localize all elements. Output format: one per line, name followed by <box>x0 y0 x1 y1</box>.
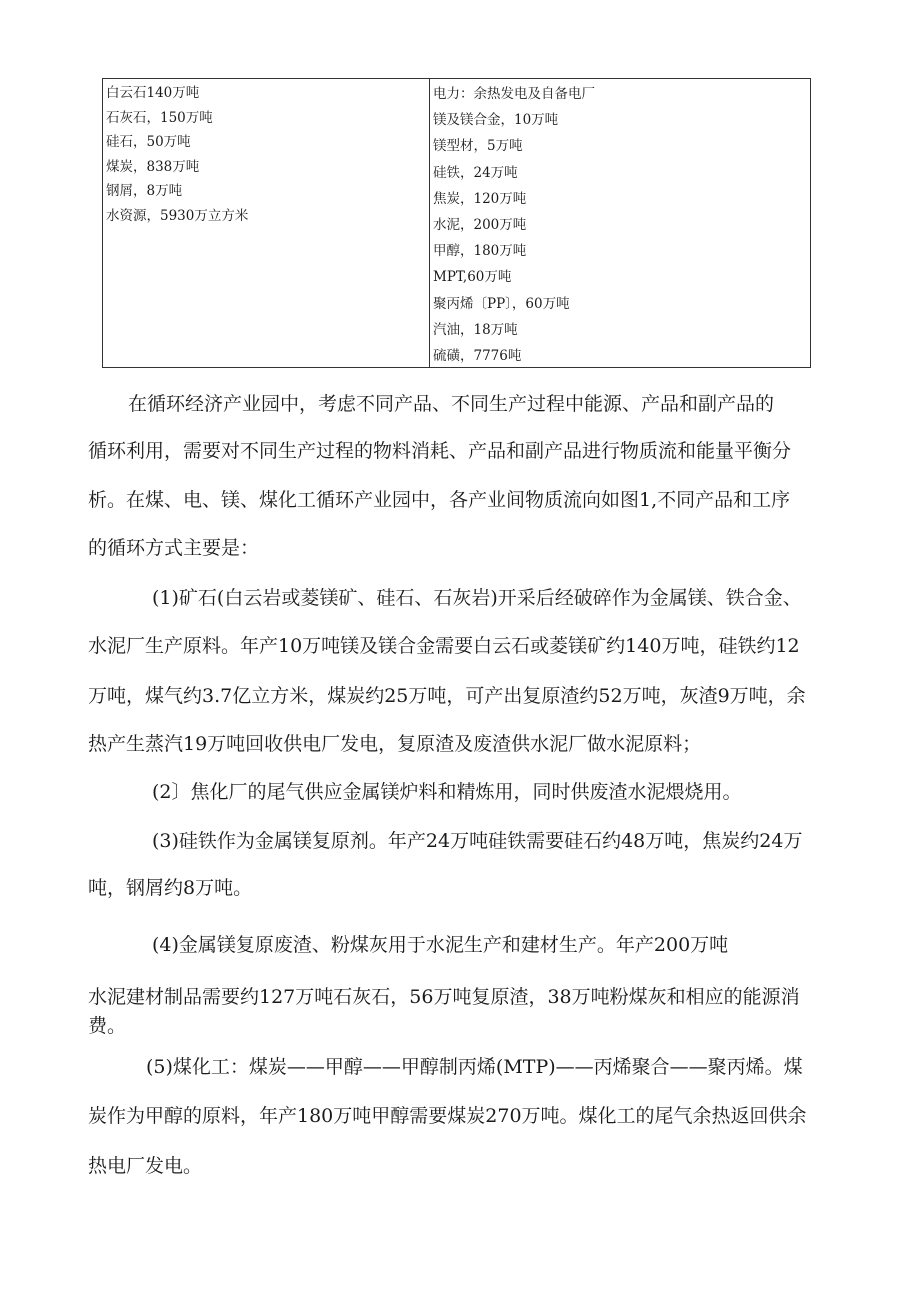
product-item: 硅铁，24万吨 <box>433 164 518 181</box>
resource-product-table <box>102 78 811 368</box>
product-item: 甲醇，180万吨 <box>433 243 527 260</box>
item1-line: 水泥厂生产原料。年产10万吨镁及镁合金需要白云石或菱镁矿约140万吨，硅铁约12 <box>88 635 800 657</box>
product-item: 镁型材，5万吨 <box>433 138 523 155</box>
resource-item: 石灰石，150万吨 <box>106 109 213 126</box>
intro-paragraph-line: 析。在煤、电、镁、煤化工循环产业园中，各产业间物质流向如图1,不同产品和工序 <box>88 489 791 511</box>
item4-line: 费。 <box>88 1015 127 1037</box>
item3-line: (3)硅铁作为金属镁复原剂。年产24万吨硅铁需要硅石约48万吨，焦炭约24万 <box>152 830 803 852</box>
product-item: 硫磺，7776吨 <box>433 347 522 364</box>
item3-line: 吨，钢屑约8万吨。 <box>88 877 253 899</box>
item1-line: 万吨，煤气约3.7亿立方米，煤炭约25万吨，可产出复原渣约52万吨，灰渣9万吨，余 <box>88 685 806 707</box>
intro-paragraph-line: 循环利用，需要对不同生产过程的物料消耗、产品和副产品进行物质流和能量平衡分 <box>88 440 792 462</box>
resource-item: 硅石，50万吨 <box>106 134 191 150</box>
intro-paragraph-line: 在循环经济产业园中，考虑不同产品、不同生产过程中能源、产品和副产品的 <box>128 393 775 415</box>
product-item: 焦炭，120万吨 <box>433 190 527 207</box>
resources-column <box>103 79 430 367</box>
item5-line: 炭作为甲醇的原料，年产180万吨甲醇需要煤炭270万吨。煤化工的尾气余热返回供余 <box>88 1105 807 1127</box>
products-column <box>430 79 810 367</box>
product-item: 水泥，200万吨 <box>433 216 527 233</box>
item4-line: (4)金属镁复原废渣、粉煤灰用于水泥生产和建材生产。年产200万吨 <box>152 934 729 956</box>
item5-line: 热电厂发电。 <box>88 1155 203 1177</box>
item1-line: 热产生蒸汽19万吨回收供电厂发电，复原渣及废渣供水泥厂做水泥原料； <box>88 733 702 755</box>
resource-item: 钢屑，8万吨 <box>106 183 183 199</box>
product-item: 电力：余热发电及自备电厂 <box>433 86 595 102</box>
product-item: 汽油，18万吨 <box>433 321 518 338</box>
product-item: 镁及镁合金，10万吨 <box>433 112 559 129</box>
resource-item: 煤炭，838万吨 <box>106 158 200 175</box>
item5-line: (5)煤化工：煤炭——甲醇——甲醇制丙烯(MTP)——丙烯聚合——聚丙烯。煤 <box>146 1056 803 1078</box>
resource-item: 水资源，5930万立方米 <box>106 207 249 224</box>
intro-paragraph-line: 的循环方式主要是： <box>88 537 260 559</box>
item2-line: (2〕焦化厂的尾气供应金属镁炉料和精炼用，同时供废渣水泥煨烧用。 <box>152 781 742 803</box>
resource-item: 白云石140万吨 <box>106 85 200 101</box>
item1-line: (1)矿石(白云岩或菱镁矿、硅石、石灰岩)开采后经破碎作为金属镁、铁合金、 <box>152 587 802 609</box>
product-item: 聚丙烯〔PP〕，60万吨 <box>433 295 570 312</box>
product-item: MPT,60万吨 <box>433 269 512 286</box>
item4-line: 水泥建材制品需要约127万吨石灰石，56万吨复原渣，38万吨粉煤灰和相应的能源消 <box>88 986 800 1008</box>
